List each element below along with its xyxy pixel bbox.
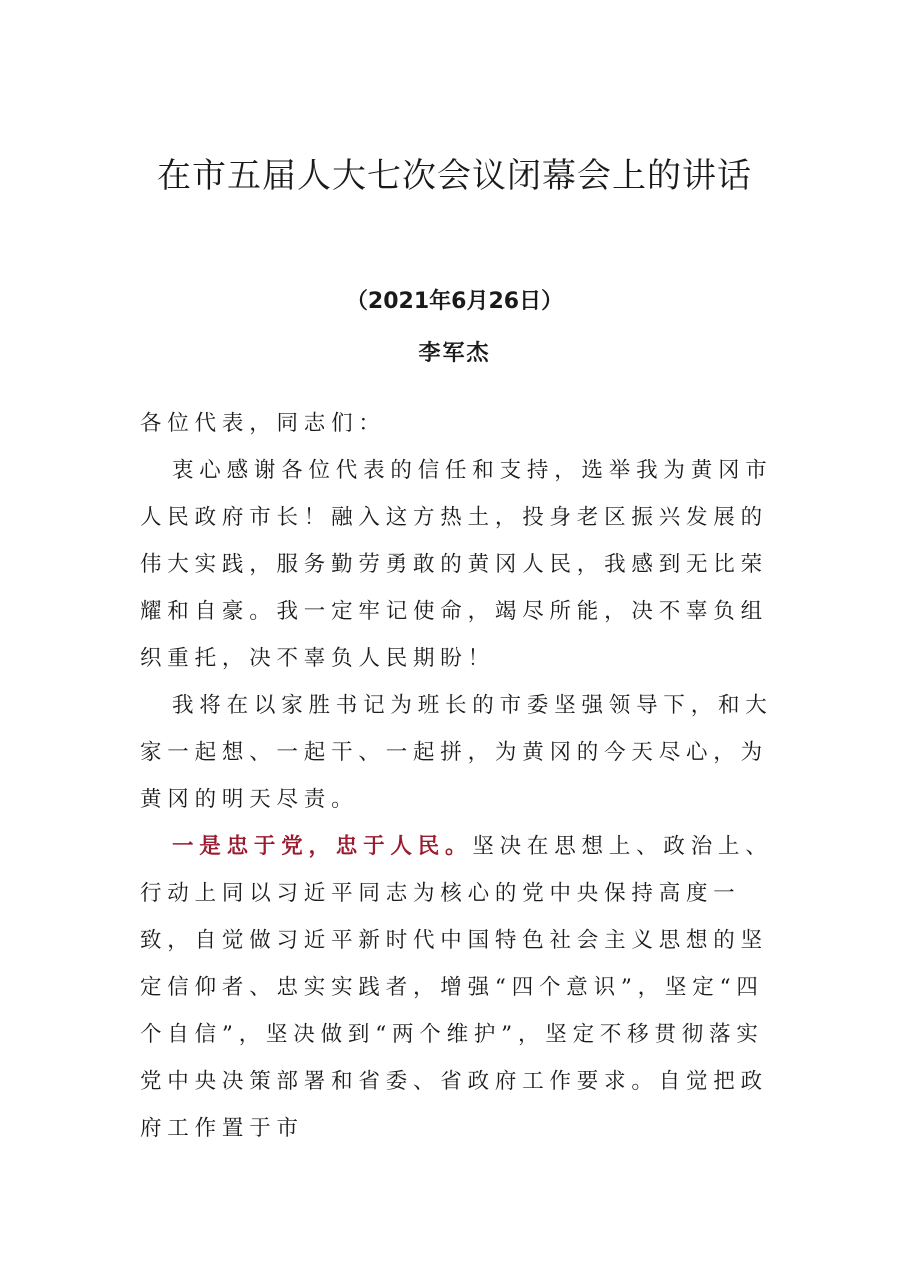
salutation: 各位代表，同志们： (140, 411, 386, 436)
paragraph-loyalty (140, 823, 776, 1152)
paragraph-commitment: 我将在以家胜书记为班长的市委坚强领导下，和大家一起想、一起干、一起拼，为黄冈的今天尽心，为黄冈的明天尽责。 (140, 693, 773, 812)
paragraph-loyalty-body: 坚决在思想上、政治上、行动上同以习近平同志为核心的党中央保持高度一致，自觉做习近平新时代中国特色社会主义思想的坚定信仰者、忠实实践者，增强“四个意识”，坚定“四个自信”，坚决做到“两个维护”，坚定不移贯彻落实党中央决策部署和省委、省政府工作要求。自觉把政府工作置于市 (140, 834, 773, 1141)
document-title: 在市五届人大七次会议闭幕会上的讲话 (157, 156, 752, 196)
paragraph-thanks: 衷心感谢各位代表的信任和支持，选举我为黄冈市人民政府市长！融入这方热土，投身老区振兴发展的伟大实践，服务勤劳勇敢的黄冈人民，我感到无比荣耀和自豪。我一定牢记使命，竭尽所能，决不辜负组织重托，决不辜负人民期盼！ (140, 458, 773, 671)
speech-date: （2021年6月26日） (345, 289, 564, 314)
speaker-name: 李军杰 (418, 341, 491, 366)
paragraph-loyalty-heading: 一是忠于党，忠于人民。 (172, 834, 473, 859)
speech-body (140, 400, 776, 1152)
